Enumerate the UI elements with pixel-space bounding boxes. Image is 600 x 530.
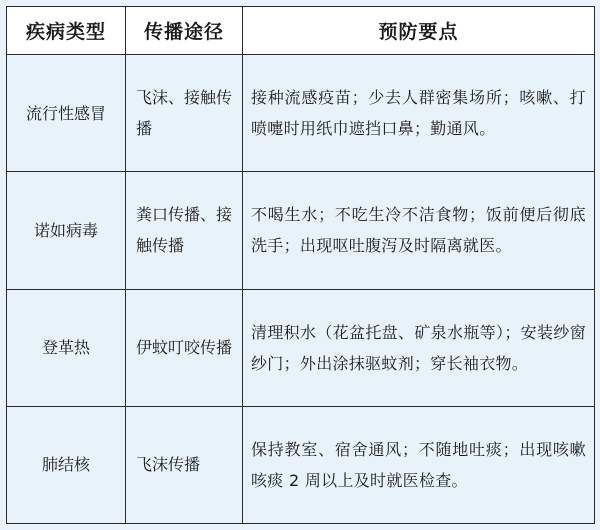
prevention-cell: 不喝生水；不吃生冷不洁食物；饭前便后彻底洗手；出现呕吐腹泻及时隔离就医。 (243, 172, 595, 289)
table-header (7, 7, 595, 55)
table-row (7, 55, 595, 172)
transmission-route-cell: 飞沫传播 (126, 406, 243, 523)
header-transmission-route: 传播途径 (126, 7, 243, 55)
disease-name-cell: 流行性感冒 (7, 55, 126, 172)
disease-name-cell: 诺如病毒 (7, 172, 126, 289)
header-row (7, 7, 595, 55)
header-disease-type: 疾病类型 (7, 7, 126, 55)
prevention-cell: 接种流感疫苗；少去人群密集场所；咳嗽、打喷嚏时用纸巾遮挡口鼻；勤通风。 (243, 55, 595, 172)
disease-prevention-table (6, 6, 595, 524)
table-row (7, 172, 595, 289)
prevention-cell: 保持教室、宿舍通风；不随地吐痰；出现咳嗽咳痰 2 周以上及时就医检查。 (243, 406, 595, 523)
table-row (7, 406, 595, 523)
transmission-route-cell: 粪口传播、接触传播 (126, 172, 243, 289)
table-body (7, 55, 595, 524)
table-row (7, 289, 595, 406)
header-prevention-points: 预防要点 (243, 7, 595, 55)
transmission-route-cell: 伊蚊叮咬传播 (126, 289, 243, 406)
disease-name-cell: 肺结核 (7, 406, 126, 523)
transmission-route-cell: 飞沫、接触传播 (126, 55, 243, 172)
prevention-cell: 清理积水（花盆托盘、矿泉水瓶等）；安装纱窗纱门；外出涂抹驱蚊剂；穿长袖衣物。 (243, 289, 595, 406)
disease-name-cell: 登革热 (7, 289, 126, 406)
